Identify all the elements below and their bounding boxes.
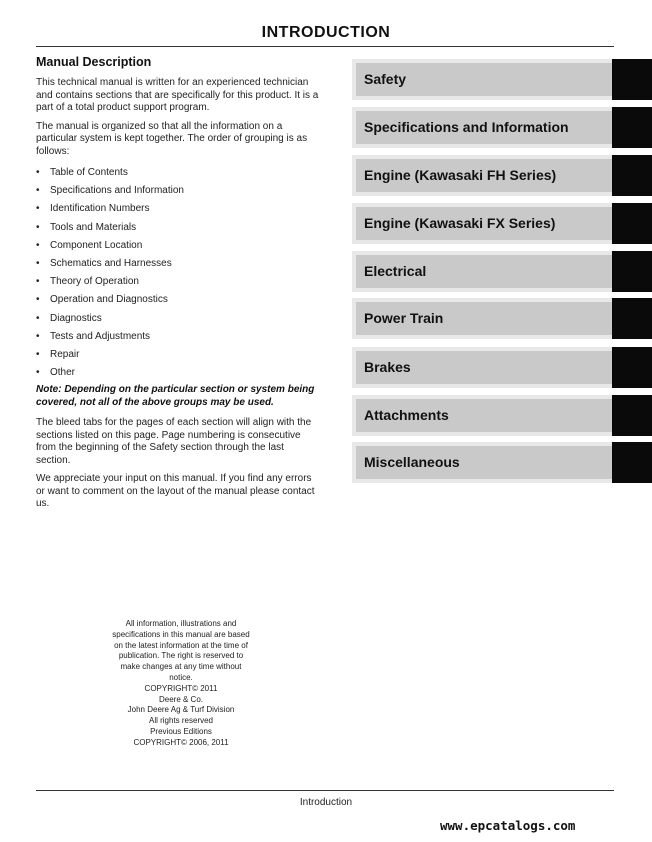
section-heading: Manual Description	[36, 55, 152, 69]
bullet-icon: •	[36, 348, 40, 360]
bullet-icon: •	[36, 257, 40, 269]
list-item-label: Diagnostics	[50, 312, 102, 324]
tab-brakes[interactable]	[352, 347, 652, 388]
feedback-paragraph: We appreciate your input on this manual. If you find any errors or want to comment on the layout of the manual please contact us.	[36, 473, 315, 510]
grouping-list	[36, 164, 320, 382]
bleed-tabs-paragraph: The bleed tabs for the pages of each section will align with the sections listed on this page. Page numbering is consecutive from the beginning of the Safety section through the last section.	[36, 417, 312, 466]
copyright-notice	[98, 619, 264, 749]
copyright-line: John Deere Ag & Turf Division	[127, 705, 235, 715]
list-item-label: Table of Contents	[50, 167, 128, 178]
tab-electrical[interactable]	[352, 251, 652, 292]
tab-label: Miscellaneous	[364, 454, 460, 470]
bullet-icon: •	[36, 294, 40, 306]
list-item-label: Component Location	[50, 239, 143, 251]
tab-specifications-and-information[interactable]	[352, 107, 652, 148]
list-item-label: Specifications and Information	[50, 185, 184, 197]
header-rule	[36, 46, 614, 47]
footer-section-label: Introduction	[299, 797, 353, 808]
bullet-icon: •	[36, 330, 40, 342]
copyright-line: on the latest information at the time of	[114, 640, 248, 650]
list-item	[36, 310, 320, 328]
bullet-icon: •	[36, 312, 40, 324]
tab-safety[interactable]	[352, 59, 652, 100]
note-text: Note: Depending on the particular section or system being covered, not all of the above groups may be used.	[36, 384, 315, 408]
list-item	[36, 164, 320, 182]
list-item-label: Repair	[50, 348, 80, 360]
list-item-label: Tools and Materials	[50, 221, 137, 233]
tab-label: Attachments	[364, 407, 449, 423]
tab-engine-kawasaki-fx[interactable]	[352, 203, 652, 244]
tab-label: Electrical	[364, 263, 427, 279]
copyright-line: notice.	[169, 672, 193, 682]
bullet-icon: •	[36, 167, 40, 178]
watermark-url: www.epcatalogs.com	[440, 818, 576, 833]
list-item	[36, 364, 320, 382]
list-item-label: Operation and Diagnostics	[50, 294, 168, 306]
bullet-icon: •	[36, 185, 40, 197]
page-title: INTRODUCTION	[261, 24, 391, 41]
bleed-tab-marker	[612, 59, 652, 100]
bullet-icon: •	[36, 239, 40, 251]
list-item	[36, 255, 320, 273]
copyright-line: make changes at any time without	[120, 662, 242, 672]
organization-paragraph: The manual is organized so that all the information on a particular system is kept together. The order of grouping is as follows:	[36, 120, 308, 157]
bleed-tab-marker	[612, 107, 652, 148]
bleed-tab-marker	[612, 395, 652, 436]
tab-label: Power Train	[364, 310, 444, 326]
list-item	[36, 237, 320, 255]
tab-label: Engine (Kawasaki FX Series)	[364, 215, 556, 231]
manual-description	[36, 55, 320, 517]
list-item-label: Identification Numbers	[50, 203, 150, 215]
bleed-tab-marker	[612, 298, 652, 339]
tab-label: Safety	[364, 71, 407, 87]
intro-paragraph: This technical manual is written for an experienced technician and contains sections that are specifically for this product. It is a part of a total product support program.	[36, 77, 319, 113]
list-item	[36, 291, 320, 309]
copyright-line: All rights reserved	[148, 716, 214, 726]
tab-engine-kawasaki-fh[interactable]	[352, 155, 652, 196]
tab-label: Engine (Kawasaki FH Series)	[364, 167, 557, 183]
list-item-label: Theory of Operation	[50, 276, 139, 288]
bullet-icon: •	[36, 221, 40, 233]
copyright-line: Previous Editions	[150, 726, 212, 736]
bullet-icon: •	[36, 367, 40, 379]
list-item-label: Other	[50, 367, 76, 379]
bleed-tab-marker	[612, 347, 652, 388]
copyright-line: All information, illustrations and	[125, 619, 237, 628]
copyright-line: publication. The right is reserved to	[118, 651, 244, 661]
copyright-line: COPYRIGHT© 2006, 2011	[133, 737, 229, 747]
list-item-label: Tests and Adjustments	[50, 330, 151, 342]
copyright-line: COPYRIGHT© 2011	[144, 683, 218, 693]
tab-label: Specifications and Information	[364, 119, 569, 135]
copyright-line: Deere & Co.	[158, 694, 204, 704]
tab-power-train[interactable]	[352, 298, 652, 339]
list-item	[36, 219, 320, 237]
bleed-tab-marker	[612, 203, 652, 244]
list-item	[36, 346, 320, 364]
list-item	[36, 273, 320, 291]
tab-attachments[interactable]	[352, 395, 652, 436]
bleed-tab-marker	[612, 251, 652, 292]
bleed-tab-marker	[612, 155, 652, 196]
copyright-line: specifications in this manual are based	[112, 629, 250, 639]
list-item-label: Schematics and Harnesses	[50, 257, 172, 269]
bullet-icon: •	[36, 276, 40, 288]
list-item	[36, 182, 320, 200]
tab-label: Brakes	[364, 359, 411, 375]
list-item	[36, 200, 320, 218]
bleed-tab-marker	[612, 442, 652, 483]
bullet-icon: •	[36, 203, 40, 215]
list-item	[36, 328, 320, 346]
footer-rule	[36, 790, 614, 791]
tab-miscellaneous[interactable]	[352, 442, 652, 483]
